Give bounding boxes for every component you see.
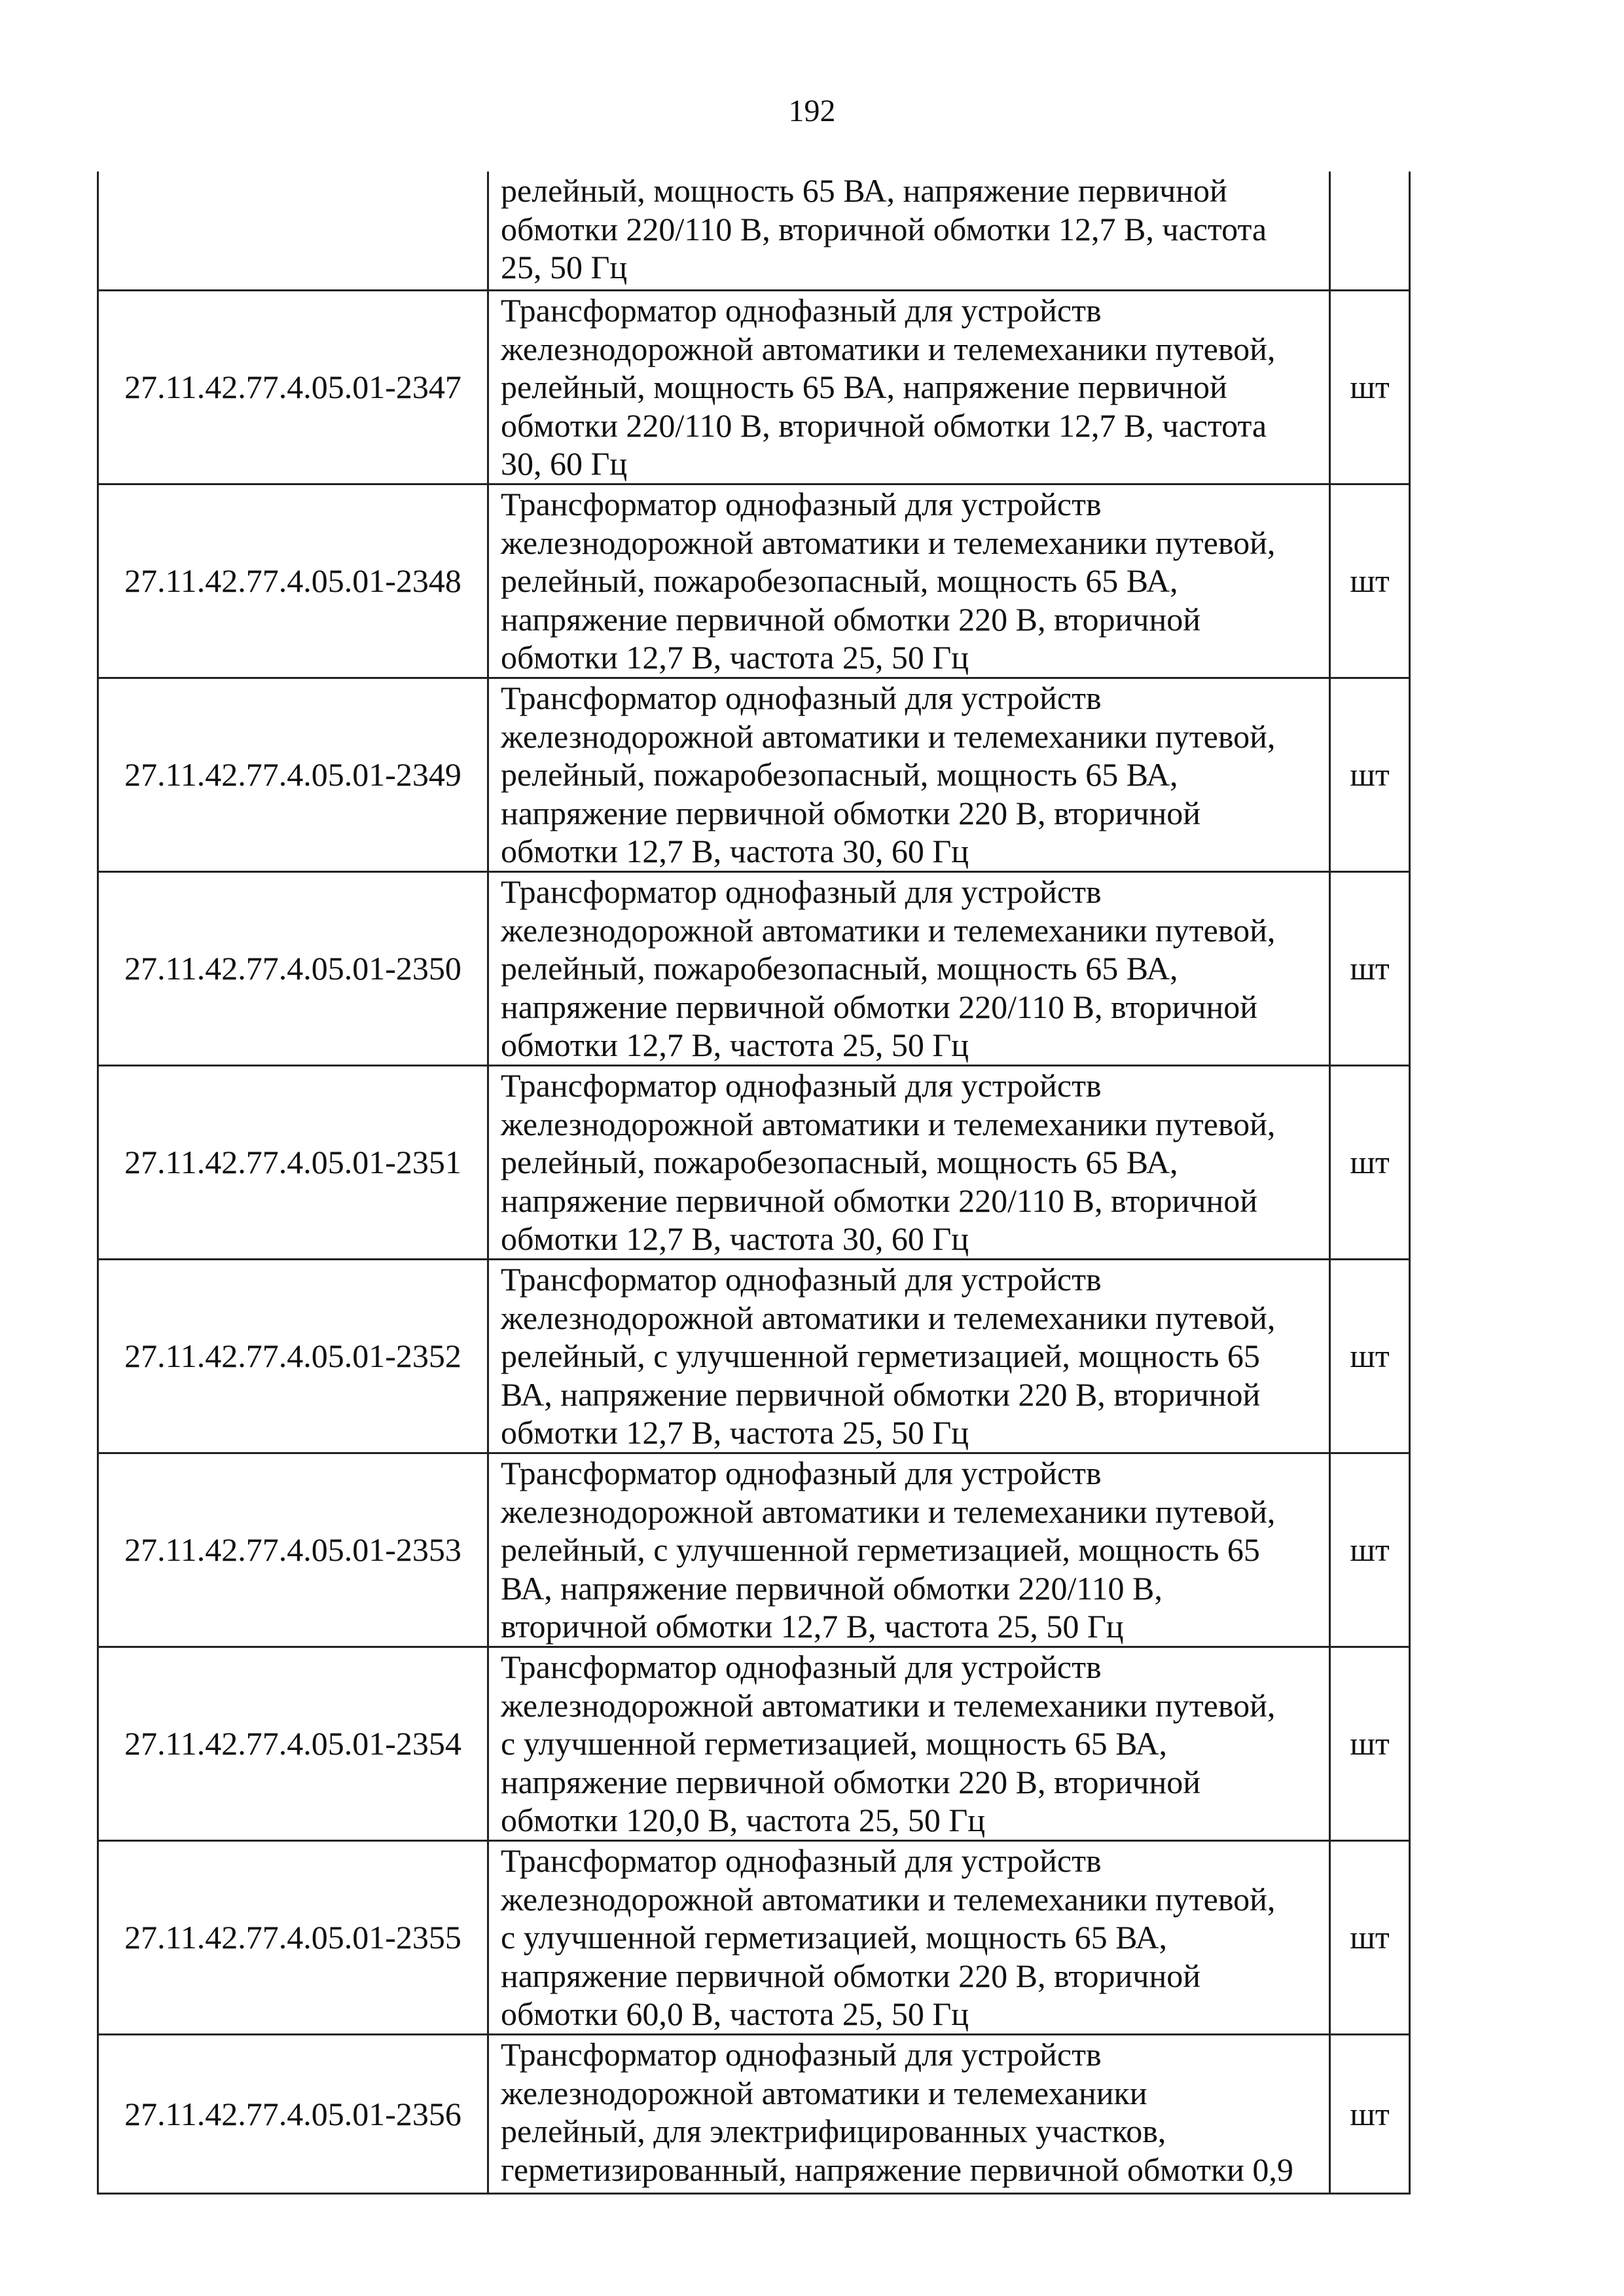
table-row [98,1647,1410,1841]
code-cell: 27.11.42.77.4.05.01-2355 [98,1841,488,2035]
name-cell: Трансформатор однофазный для устройств железнодорожной автоматики и телемеханики путевой, релейный, пожаробезопасный, мощность 65 ВА, напряжение первичной обмотки 220 В, вторичной обмотки 12,7 В, частота 30, 60 Гц [488,678,1330,872]
name-cell: Трансформатор однофазный для устройств железнодорожной автоматики и телемеханики путевой, релейный, с улучшенной герметизацией, мощность 65 ВА, напряжение первичной обмотки 220/110 В, вторичной обмотки 12,7 В, частота 25, 50 Гц [488,1453,1330,1647]
name-cell: Трансформатор однофазный для устройств железнодорожной автоматики и телемеханики релейный, для электрифицированных участков, герметизированный, напряжение первичной обмотки 0,9 [488,2035,1330,2194]
name-cell: релейный, мощность 65 ВА, напряжение первичной обмотки 220/110 В, вторичной обмотки 12,7 В, частота 25, 50 Гц [488,172,1330,291]
unit-cell: шт [1330,1453,1410,1647]
unit-cell: шт [1330,1647,1410,1841]
unit-cell: шт [1330,678,1410,872]
unit-cell: шт [1330,1841,1410,2035]
unit-cell: шт [1330,1066,1410,1260]
table-row [98,1453,1410,1647]
unit-cell [1330,172,1410,291]
code-cell: 27.11.42.77.4.05.01-2353 [98,1453,488,1647]
name-cell: Трансформатор однофазный для устройств железнодорожной автоматики и телемеханики путевой, релейный, мощность 65 ВА, напряжение первичной обмотки 220/110 В, вторичной обмотки 12,7 В, частота 30, 60 Гц [488,291,1330,484]
table-row [98,872,1410,1066]
code-cell: 27.11.42.77.4.05.01-2347 [98,291,488,484]
table-row [98,1260,1410,1453]
code-cell: 27.11.42.77.4.05.01-2349 [98,678,488,872]
name-cell: Трансформатор однофазный для устройств железнодорожной автоматики и телемеханики путевой, релейный, пожаробезопасный, мощность 65 ВА, напряжение первичной обмотки 220/110 В, вторичной обмотки 12,7 В, частота 25, 50 Гц [488,872,1330,1066]
code-cell: 27.11.42.77.4.05.01-2356 [98,2035,488,2194]
code-cell: 27.11.42.77.4.05.01-2348 [98,484,488,678]
code-cell: 27.11.42.77.4.05.01-2351 [98,1066,488,1260]
code-cell: 27.11.42.77.4.05.01-2350 [98,872,488,1066]
table-row-continuation [98,172,1410,291]
code-cell [98,172,488,291]
name-cell: Трансформатор однофазный для устройств железнодорожной автоматики и телемеханики путевой, с улучшенной герметизацией, мощность 65 ВА, напряжение первичной обмотки 220 В, вторичной обмотки 60,0 В, частота 25, 50 Гц [488,1841,1330,2035]
table-row [98,1841,1410,2035]
code-cell: 27.11.42.77.4.05.01-2352 [98,1260,488,1453]
page-number: 192 [788,94,836,128]
code-cell: 27.11.42.77.4.05.01-2354 [98,1647,488,1841]
table-row-last [98,2035,1410,2194]
resource-table [97,172,1411,2195]
name-cell: Трансформатор однофазный для устройств железнодорожной автоматики и телемеханики путевой, релейный, пожаробезопасный, мощность 65 ВА, напряжение первичной обмотки 220/110 В, вторичной обмотки 12,7 В, частота 30, 60 Гц [488,1066,1330,1260]
name-cell: Трансформатор однофазный для устройств железнодорожной автоматики и телемеханики путевой, с улучшенной герметизацией, мощность 65 ВА, напряжение первичной обмотки 220 В, вторичной обмотки 120,0 В, частота 25, 50 Гц [488,1647,1330,1841]
unit-cell: шт [1330,2035,1410,2194]
table-row [98,678,1410,872]
unit-cell: шт [1330,291,1410,484]
name-cell: Трансформатор однофазный для устройств железнодорожной автоматики и телемеханики путевой, релейный, пожаробезопасный, мощность 65 ВА, напряжение первичной обмотки 220 В, вторичной обмотки 12,7 В, частота 25, 50 Гц [488,484,1330,678]
table-row [98,1066,1410,1260]
unit-cell: шт [1330,484,1410,678]
unit-cell: шт [1330,1260,1410,1453]
table-row [98,291,1410,484]
name-cell: Трансформатор однофазный для устройств железнодорожной автоматики и телемеханики путевой, релейный, с улучшенной герметизацией, мощность 65 ВА, напряжение первичной обмотки 220 В, вторичной обмотки 12,7 В, частота 25, 50 Гц [488,1260,1330,1453]
unit-cell: шт [1330,872,1410,1066]
table-row [98,484,1410,678]
